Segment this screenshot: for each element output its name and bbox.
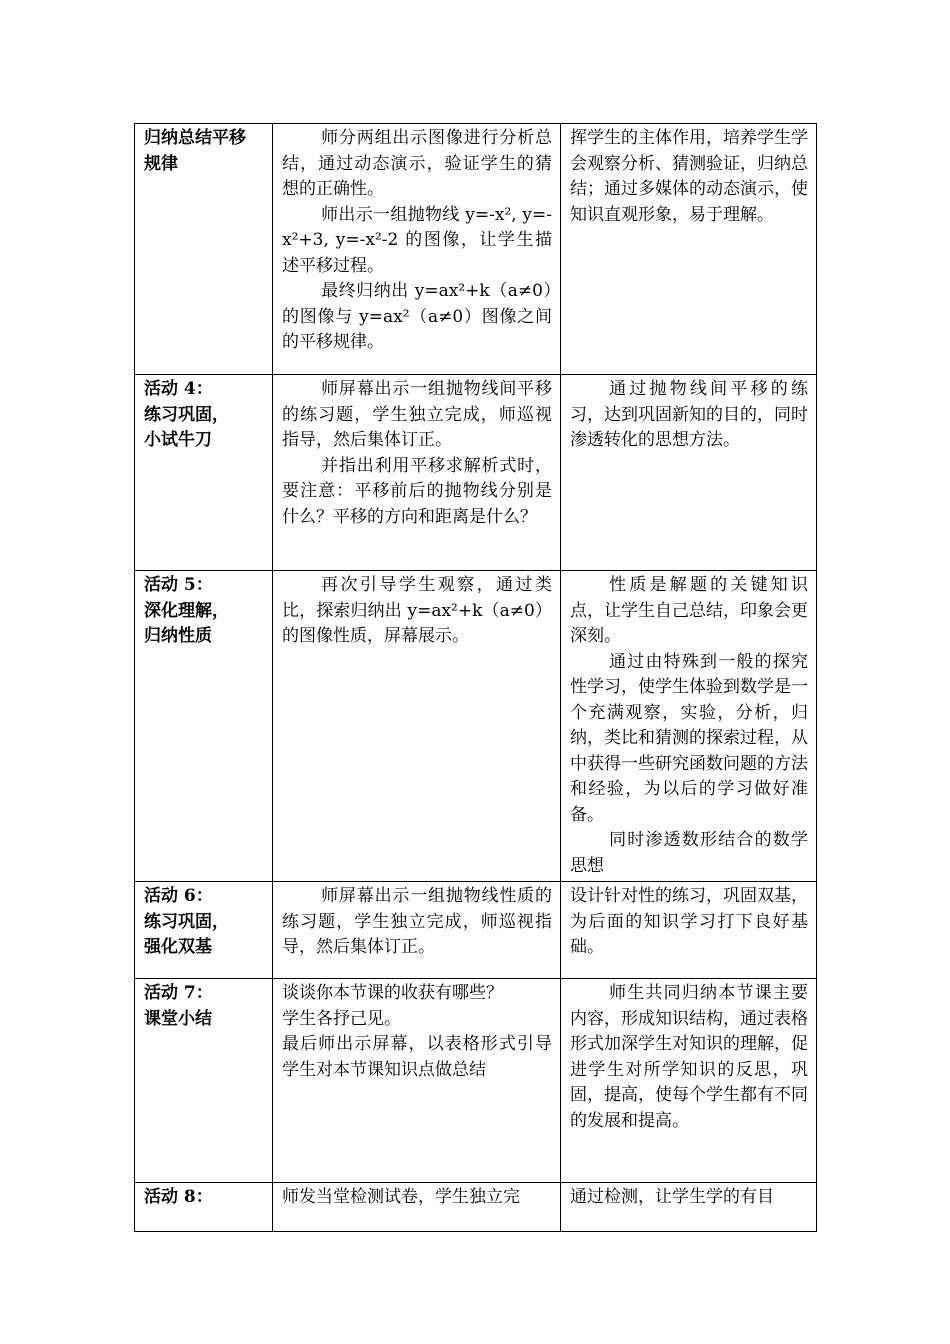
- intent-paragraph: 通过由特殊到一般的探究性学习，使学生体验到数学是一个充满观察，实验，分析，归纳，类比和猜测的探索过程，从中获得一些研究函数问题的方法和经验，为以后的学习做好准备。: [570, 651, 808, 825]
- teacher-activity-cell: [273, 124, 561, 375]
- activity-title: 归纳总结平移: [144, 128, 246, 148]
- activity-title: 活动 7：: [144, 983, 213, 1003]
- teacher-paragraph: 谈谈你本节课的收获有哪些？: [282, 983, 503, 1003]
- lesson-plan-table: [134, 123, 817, 1232]
- activity-title: 课堂小结: [144, 1008, 212, 1029]
- design-intent-cell: [561, 124, 817, 375]
- teacher-activity-cell: [273, 1183, 561, 1232]
- table-row: [135, 375, 817, 571]
- intent-paragraph: 通过抛物线间平移的练习，达到巩固新知的目的，同时渗透转化的思想方法。: [570, 379, 808, 450]
- design-intent-cell: [561, 882, 817, 979]
- activity-title: 活动 5：: [144, 575, 213, 595]
- intent-paragraph: 挥学生的主体作用，培养学生学会观察分析、猜测验证，归纳总结；通过多媒体的动态演示，使知识直观形象，易于理解。: [570, 128, 808, 225]
- teacher-activity-cell: [273, 375, 561, 571]
- teacher-paragraph: 师分两组出示图像进行分析总结，通过动态演示，验证学生的猜想的正确性。: [282, 128, 552, 199]
- teacher-activity-cell: [273, 882, 561, 979]
- activity-title: 归纳性质: [144, 626, 212, 646]
- activity-title: 规律: [144, 153, 178, 174]
- activity-cell: [135, 1183, 273, 1232]
- teacher-paragraph: 师发当堂检测试卷，学生独立完: [282, 1187, 520, 1207]
- activity-title: 小试牛刀: [144, 430, 212, 450]
- activity-title: 深化理解，: [144, 600, 229, 621]
- table-row: [135, 571, 817, 882]
- intent-paragraph: 设计针对性的练习，巩固双基，为后面的知识学习打下良好基础。: [570, 886, 808, 957]
- teacher-paragraph: 学生各抒己见。: [282, 1008, 401, 1029]
- activity-title: 练习巩固，: [144, 404, 229, 425]
- activity-title: 练习巩固，: [144, 911, 229, 932]
- design-intent-cell: [561, 375, 817, 571]
- activity-cell: [135, 571, 273, 882]
- teacher-paragraph: 师出示一组抛物线 y=-x², y=-x²+3, y=-x²-2 的图像，让学生描述平移过程。: [282, 204, 552, 276]
- activity-cell: [135, 979, 273, 1183]
- teacher-paragraph: 最后师出示屏幕，以表格形式引导学生对本节课知识点做总结: [282, 1034, 552, 1080]
- teacher-paragraph: 并指出利用平移求解析式时，要注意：平移前后的抛物线分别是什么？平移的方向和距离是什么？: [282, 455, 552, 527]
- table-row: [135, 124, 817, 375]
- activity-title: 活动 8：: [144, 1187, 213, 1207]
- intent-paragraph: 同时渗透数形结合的数学思想: [570, 830, 808, 876]
- activity-title: 强化双基: [144, 937, 212, 957]
- teacher-paragraph: 最终归纳出 y=ax²+k（a≠0）的图像与 y=ax²（a≠0）图像之间的平移规律。: [282, 281, 552, 352]
- table-row: [135, 882, 817, 979]
- intent-paragraph: 通过检测，让学生学的有目: [570, 1187, 774, 1207]
- activity-cell: [135, 375, 273, 571]
- activity-title: 活动 6：: [144, 886, 213, 906]
- design-intent-cell: [561, 1183, 817, 1232]
- activity-cell: [135, 124, 273, 375]
- design-intent-cell: [561, 979, 817, 1183]
- table-row: [135, 1183, 817, 1232]
- teacher-paragraph: 师屏幕出示一组抛物线性质的练习题，学生独立完成，师巡视指导，然后集体订正。: [282, 886, 552, 957]
- activity-title: 活动 4：: [144, 379, 213, 399]
- activity-cell: [135, 882, 273, 979]
- design-intent-cell: [561, 571, 817, 882]
- teacher-paragraph: 师屏幕出示一组抛物线间平移的练习题，学生独立完成，师巡视指导，然后集体订正。: [282, 379, 552, 450]
- table-row: [135, 979, 817, 1183]
- intent-paragraph: 性质是解题的关键知识点，让学生自己总结，印象会更深刻。: [570, 575, 808, 646]
- intent-paragraph: 师生共同归纳本节课主要内容，形成知识结构，通过表格形式加深学生对知识的理解，促进学生对所学知识的反思，巩固，提高，使每个学生都有不同的发展和提高。: [570, 983, 808, 1131]
- teacher-activity-cell: [273, 979, 561, 1183]
- teacher-paragraph: 再次引导学生观察，通过类比，探索归纳出 y=ax²+k（a≠0）的图像性质，屏幕展示。: [282, 575, 552, 646]
- teacher-activity-cell: [273, 571, 561, 882]
